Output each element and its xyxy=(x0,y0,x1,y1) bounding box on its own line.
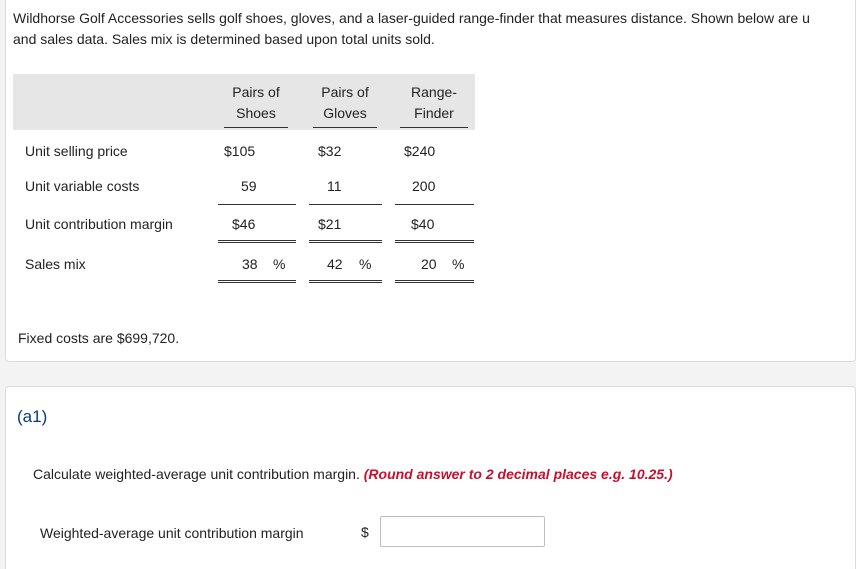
total-double-rule xyxy=(218,240,296,243)
cell-rangefinder-selling-price: $240 xyxy=(404,143,436,159)
intro-line-2: and sales data. Sales mix is determined based upon total units sold. xyxy=(13,31,435,47)
percent-sign: % xyxy=(452,256,465,272)
answer-label: Weighted-average unit contribution margin xyxy=(40,525,304,541)
weighted-average-cm-input[interactable] xyxy=(380,516,545,547)
cell-gloves-selling-price: $32 xyxy=(318,143,342,159)
row-label-unit-variable-costs: Unit variable costs xyxy=(25,178,140,194)
column-header-shoes xyxy=(224,82,288,124)
total-double-rule xyxy=(218,280,296,283)
row-label-unit-selling-price: Unit selling price xyxy=(25,143,128,159)
total-double-rule xyxy=(395,280,474,283)
total-double-rule xyxy=(395,240,474,243)
column-header-line2: Shoes xyxy=(236,105,276,121)
subtotal-rule xyxy=(218,204,296,205)
percent-sign: % xyxy=(359,256,372,272)
currency-symbol: $ xyxy=(361,524,369,540)
column-header-rangefinder xyxy=(400,82,468,124)
percent-sign: % xyxy=(273,256,286,272)
column-header-gloves xyxy=(313,82,377,124)
row-label-sales-mix: Sales mix xyxy=(25,256,86,272)
cell-shoes-variable-costs: 59 xyxy=(241,178,257,194)
cell-rangefinder-sales-mix: 20 xyxy=(421,256,437,272)
header-underline xyxy=(224,127,288,128)
question-prompt: Calculate weighted-average unit contribution margin. xyxy=(33,466,360,482)
cell-shoes-contribution-margin: $46 xyxy=(232,216,256,232)
column-header-line2: Finder xyxy=(414,105,454,121)
subtotal-rule xyxy=(395,204,474,205)
total-double-rule xyxy=(309,280,382,283)
column-header-line2: Gloves xyxy=(323,105,367,121)
column-header-line1: Pairs of xyxy=(232,84,280,100)
part-label: (a1) xyxy=(17,407,48,426)
subtotal-rule xyxy=(309,204,382,205)
header-underline xyxy=(313,127,377,128)
cell-shoes-sales-mix: 38 xyxy=(242,256,258,272)
cell-gloves-variable-costs: 11 xyxy=(327,178,342,194)
cell-shoes-selling-price: $105 xyxy=(224,143,256,159)
cell-rangefinder-contribution-margin: $40 xyxy=(411,216,435,232)
intro-line-1: Wildhorse Golf Accessories sells golf shoes, gloves, and a laser-guided range-finder that measures distance. Shown below are u xyxy=(13,10,810,26)
cell-gloves-sales-mix: 42 xyxy=(327,256,343,272)
total-double-rule xyxy=(309,240,382,243)
cell-gloves-contribution-margin: $21 xyxy=(318,216,342,232)
row-label-unit-contribution-margin: Unit contribution margin xyxy=(25,216,173,232)
problem-intro xyxy=(13,8,853,50)
rounding-hint: (Round answer to 2 decimal places e.g. 10.25.) xyxy=(363,466,673,482)
cell-rangefinder-variable-costs: 200 xyxy=(412,178,436,194)
column-header-line1: Range- xyxy=(411,84,457,100)
question-text xyxy=(33,466,673,482)
column-header-line1: Pairs of xyxy=(321,84,369,100)
header-underline xyxy=(400,127,468,128)
fixed-costs-text: Fixed costs are $699,720. xyxy=(18,330,180,346)
